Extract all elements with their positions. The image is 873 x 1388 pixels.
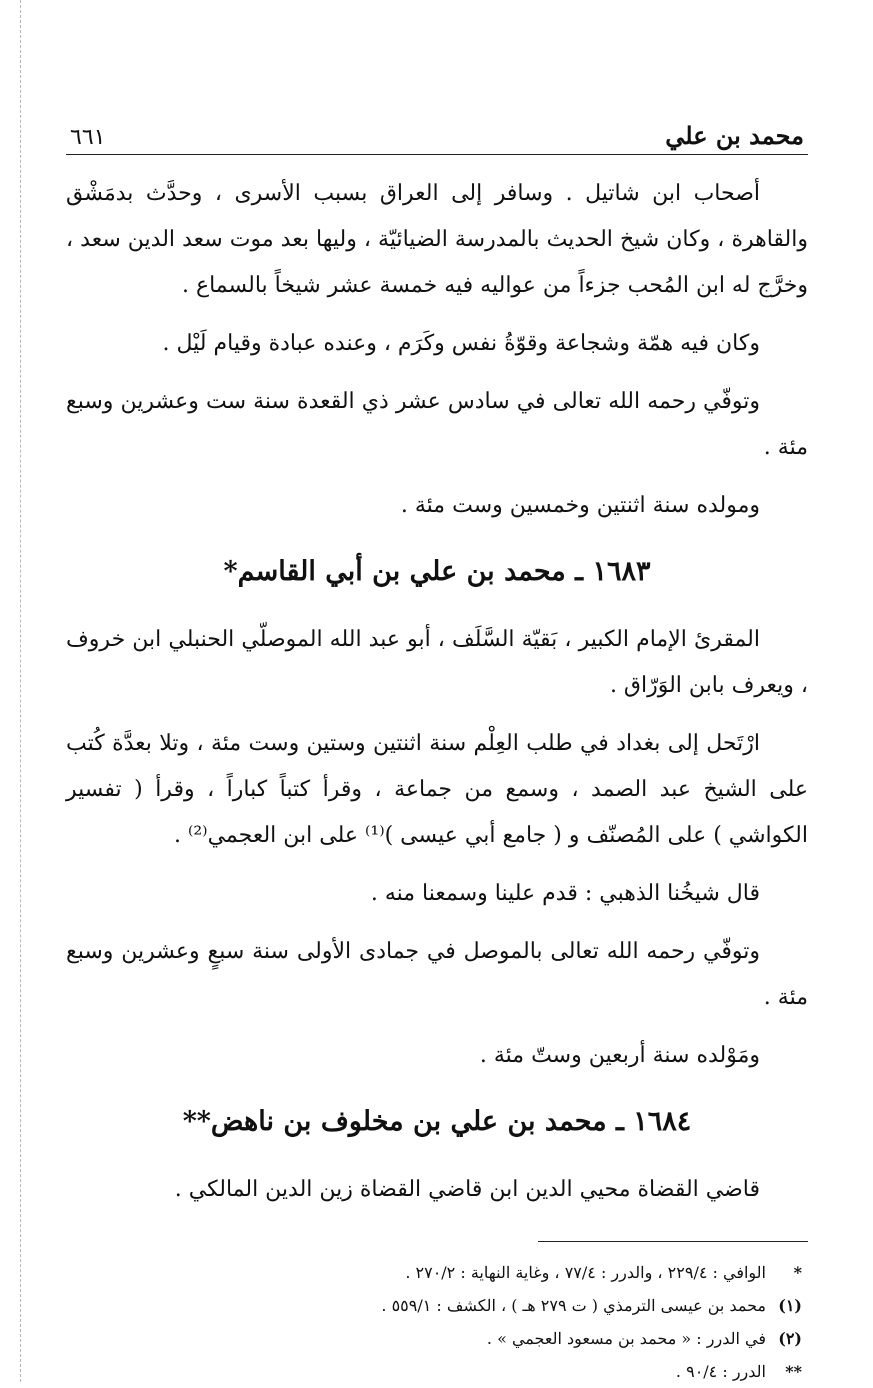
running-title: محمد بن علي <box>665 121 804 150</box>
footnote-mark: (١) <box>778 1296 802 1315</box>
entry-title-1683: ١٦٨٣ ـ محمد بن علي بن أبي القاسم* <box>223 556 651 587</box>
footnote-mark: * <box>793 1263 802 1282</box>
footnote-text: في الدرر : « محمد بن مسعود العجمي » . <box>486 1329 766 1348</box>
footnote <box>66 1256 808 1289</box>
paragraph: أصحاب ابن شاتيل . وسافر إلى العراق بسبب الأسرى ، وحدَّث بدمَشْق والقاهرة ، وكان شيخ الحديث بالمدرسة الضيائيّة ، وليها بعد موت سعد الدين سعد ، وخرَّج له ابن المُحب جزءاً من عواليه فيه خمسة عشر شيخاً بالسماع . <box>66 181 808 298</box>
paragraph: وتوفّي رحمه الله تعالى في سادس عشر ذي القعدة سنة ست وعشرين وسبع مئة . <box>66 389 808 460</box>
footnote-text: الوافي : ٢٢٩/٤ ، والدرر : ٧٧/٤ ، وغاية النهاية : ٢٧٠/٢ . <box>405 1263 766 1282</box>
paragraph: ومولده سنة اثنتين وخمسين وست مئة . <box>400 493 760 518</box>
footnote-text: الدرر : ٩٠/٤ . <box>675 1362 766 1381</box>
page-number: ٦٦١ <box>70 125 106 150</box>
footnote-mark: (٢) <box>778 1329 802 1348</box>
paragraph: ومَوْلده سنة أربعين وستّ مئة . <box>479 1043 760 1068</box>
page-body <box>66 171 808 1213</box>
paragraph: المقرئ الإمام الكبير ، بَقيّة السَّلَف ، أبو عبد الله الموصلّي الحنبلي ابن خروف ، ويعرف بابن الوَرّاق . <box>66 627 808 698</box>
footnote-text: محمد بن عيسى الترمذي ( ت ٢٧٩ هـ ) ، الكشف : ٥٥٩/١ . <box>381 1296 766 1315</box>
paragraph: وتوفّي رحمه الله تعالى بالموصل في جمادى الأولى سنة سبعٍ وعشرين وسبع مئة . <box>66 939 808 1010</box>
footnote-mark: ** <box>785 1362 802 1381</box>
footnote-separator <box>538 1241 808 1242</box>
page-header <box>66 108 808 155</box>
scan-margin-line <box>20 0 21 1382</box>
paragraph: قال شيخُنا الذهبي : قدم علينا وسمعنا منه . <box>370 881 760 906</box>
book-page <box>66 108 808 1388</box>
footnotes <box>66 1256 808 1388</box>
footnote <box>66 1322 808 1355</box>
footnote <box>66 1355 808 1388</box>
paragraph: قاضي القضاة محيي الدين ابن قاضي القضاة زين الدين المالكي . <box>174 1177 760 1202</box>
entry-title-1684: ١٦٨٤ ـ محمد بن علي بن مخلوف بن ناهض** <box>182 1106 692 1137</box>
footnote <box>66 1289 808 1322</box>
paragraph: وكان فيه همّة وشجاعة وقوّةُ نفس وكَرَم ، وعنده عبادة وقيام لَيْل . <box>162 331 760 356</box>
paragraph: ارْتَحل إلى بغداد في طلب العِلْم سنة اثنتين وستين وست مئة ، وتلا بعدَّة كُتب على الشيخ عبد الصمد ، وسمع من جماعة ، وقرأ كتباً كباراً ، وقرأ ( تفسير الكواشي ) على المُصنّف و ( جامع أبي عيسى )⁽¹⁾ على ابن العجمي⁽²⁾ . <box>66 731 808 848</box>
